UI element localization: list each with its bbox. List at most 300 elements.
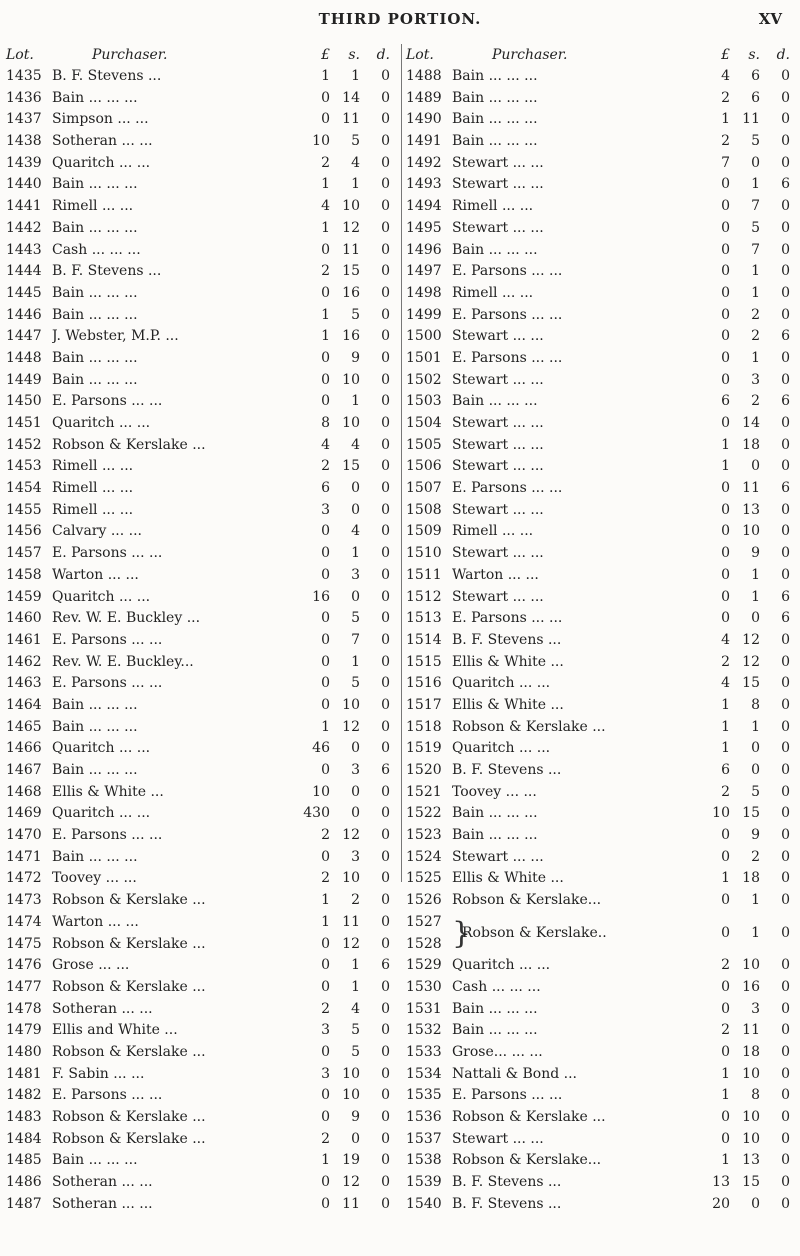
price-pounds: 0 — [721, 219, 730, 236]
price-pounds: 430 — [303, 805, 330, 822]
price-pence: 0 — [381, 198, 390, 215]
price-pence: 0 — [781, 263, 790, 280]
table-row — [406, 608, 798, 630]
price-shillings: 16 — [742, 978, 760, 995]
purchaser: Warton ... ... — [452, 566, 539, 583]
price-pounds: 16 — [312, 588, 330, 605]
price-pounds: 0 — [721, 480, 730, 497]
lot-number: 1465 — [6, 718, 42, 735]
price-pounds: 1 — [321, 176, 330, 193]
price-pounds: 0 — [321, 89, 330, 106]
price-pence: 6 — [381, 762, 390, 778]
lot-number: 1483 — [6, 1109, 42, 1125]
table-row — [406, 587, 798, 609]
lot-number: 1494 — [406, 198, 442, 215]
lot-number: 1476 — [6, 957, 42, 974]
price-pounds: 3 — [321, 501, 330, 518]
table-row — [6, 240, 398, 262]
lot-number: 1438 — [6, 133, 42, 150]
price-pence: 0 — [381, 68, 390, 84]
price-pounds: 0 — [321, 653, 330, 670]
purchaser: Stewart ... ... — [452, 176, 544, 193]
price-pence: 0 — [381, 111, 390, 128]
price-shillings: 1 — [751, 349, 760, 366]
lot-number: 1511 — [406, 566, 442, 583]
purchaser: Quaritch ... ... — [52, 805, 151, 822]
purchaser: Toovey ... ... — [52, 870, 137, 887]
lot-number: 1469 — [6, 805, 42, 822]
lot-number: 1515 — [406, 653, 442, 670]
purchaser: Cash ... ... ... — [52, 241, 141, 258]
lot-number: 1526 — [406, 892, 442, 909]
table-row — [6, 890, 398, 912]
table-row — [406, 174, 798, 196]
purchaser: Robson & Kerslake ... — [52, 1130, 206, 1147]
lot-number: 1442 — [6, 219, 42, 236]
table-row — [6, 196, 398, 218]
price-pence: 0 — [381, 1195, 390, 1212]
lot-number: 1538 — [406, 1152, 442, 1169]
price-shillings: 1 — [751, 566, 760, 583]
table-row — [406, 131, 798, 153]
price-pence: 0 — [781, 762, 790, 778]
lot-header: Lot. — [6, 47, 34, 63]
purchaser: B. F. Stevens ... — [452, 1195, 562, 1212]
lot-number: 1439 — [6, 154, 42, 171]
table-row — [406, 196, 798, 218]
price-pounds: 2 — [721, 89, 730, 106]
price-shillings: 4 — [351, 523, 360, 540]
lot-number: 1525 — [406, 870, 442, 887]
price-pence: 0 — [781, 696, 790, 713]
price-pence: 0 — [381, 978, 390, 995]
purchaser: Bain ... ... ... — [452, 805, 538, 822]
price-shillings: 5 — [351, 133, 360, 150]
price-shillings: 7 — [351, 631, 360, 648]
price-pence: 0 — [781, 1195, 790, 1212]
purchaser: J. Webster, M.P. ... — [52, 328, 179, 345]
price-pounds: 0 — [321, 762, 330, 778]
price-pounds: 1 — [321, 892, 330, 909]
price-shillings: 12 — [342, 935, 360, 952]
table-row — [6, 803, 398, 825]
price-pence: 0 — [781, 1022, 790, 1039]
lot-number: 1451 — [6, 415, 42, 431]
purchaser-header: Purchaser. — [92, 47, 168, 63]
price-shillings: 9 — [351, 1109, 360, 1125]
price-shillings: 12 — [742, 631, 760, 648]
price-shillings: 19 — [342, 1152, 360, 1169]
table-row — [406, 283, 798, 305]
price-shillings: 8 — [751, 696, 760, 713]
price-pence: 0 — [781, 957, 790, 974]
purchaser: B. F. Stevens ... — [452, 1174, 562, 1191]
price-pence: 0 — [781, 631, 790, 648]
price-pounds: 0 — [721, 1109, 730, 1126]
price-pence: 6 — [781, 610, 790, 627]
purchaser: Bain ... ... ... — [52, 696, 138, 713]
price-shillings: 15 — [742, 675, 760, 692]
price-shillings: 18 — [742, 1043, 760, 1060]
lot-number: 1512 — [406, 588, 442, 605]
table-row — [6, 435, 398, 457]
price-shillings: 10 — [342, 415, 360, 431]
price-shillings: 12 — [342, 827, 360, 844]
table-row — [406, 673, 798, 695]
lot-number: 1516 — [406, 675, 442, 692]
lot-number: 1475 — [6, 935, 42, 952]
purchaser: B. F. Stevens ... — [452, 631, 562, 648]
lot-number: 1445 — [6, 284, 42, 301]
lot-number: 1498 — [406, 284, 442, 301]
price-pounds: 0 — [721, 501, 730, 518]
lot-number: 1452 — [6, 436, 42, 453]
table-row — [6, 652, 398, 674]
price-shillings: 8 — [751, 1087, 760, 1104]
purchaser: Stewart ... ... — [452, 371, 544, 388]
purchaser: Warton ... ... — [52, 913, 139, 930]
price-pounds: 2 — [321, 870, 330, 887]
lot-number: 1440 — [6, 176, 42, 193]
purchaser: Quaritch ... ... — [452, 957, 551, 974]
lot-number: 1485 — [6, 1152, 42, 1169]
price-pounds: 2 — [321, 458, 330, 475]
table-row — [6, 912, 398, 934]
price-pence: 0 — [781, 870, 790, 887]
price-pounds: 1 — [721, 1152, 730, 1169]
price-shillings: 2 — [751, 848, 760, 865]
price-pounds: 1 — [321, 1152, 330, 1169]
shillings-header: s. — [748, 47, 760, 63]
purchaser: Bain ... ... ... — [452, 393, 538, 410]
lot-number: 1491 — [406, 133, 442, 150]
price-shillings: 1 — [751, 718, 760, 735]
table-row — [406, 977, 798, 999]
price-pence: 0 — [781, 1152, 790, 1169]
price-shillings: 11 — [342, 111, 360, 128]
lot-number: 1518 — [406, 718, 442, 735]
purchaser: Bain ... ... ... — [52, 89, 138, 106]
purchaser: E. Parsons ... ... — [52, 827, 163, 844]
lot-number: 1473 — [6, 892, 42, 909]
lot-number: 1437 — [6, 111, 42, 128]
table-row — [6, 391, 398, 413]
price-pounds: 0 — [321, 675, 330, 692]
combined-lot-first: 1527 — [406, 913, 442, 930]
table-row — [406, 109, 798, 131]
table-row — [6, 1129, 398, 1151]
price-shillings: 4 — [351, 436, 360, 453]
price-pounds: 7 — [721, 154, 730, 171]
purchaser: Bain ... ... ... — [452, 68, 538, 84]
lot-number: 1456 — [6, 523, 42, 540]
price-pence: 0 — [781, 924, 790, 941]
purchaser: Bain ... ... ... — [52, 371, 138, 388]
price-pounds: 4 — [721, 68, 730, 84]
price-pounds: 0 — [321, 957, 330, 974]
price-pounds: 2 — [721, 133, 730, 150]
pounds-header: £ — [721, 47, 730, 63]
purchaser: Quaritch ... ... — [52, 588, 151, 605]
table-row — [6, 1085, 398, 1107]
price-pounds: 1 — [721, 111, 730, 128]
price-pence: 6 — [381, 957, 390, 974]
purchaser: Bain ... ... ... — [52, 349, 138, 366]
purchaser: F. Sabin ... ... — [52, 1065, 145, 1082]
table-row — [6, 760, 398, 782]
price-pounds: 2 — [721, 653, 730, 670]
lot-number: 1462 — [6, 653, 42, 670]
table-row — [406, 1085, 798, 1107]
table-row — [406, 456, 798, 478]
table-row — [406, 348, 798, 370]
price-pounds: 0 — [321, 1174, 330, 1191]
lot-number: 1520 — [406, 762, 442, 778]
table-row — [406, 1107, 798, 1129]
price-shillings: 2 — [751, 306, 760, 323]
combined-lots — [406, 912, 452, 955]
purchaser: Robson & Kerslake ... — [52, 436, 206, 453]
price-pounds: 6 — [721, 393, 730, 410]
price-shillings: 0 — [351, 1130, 360, 1147]
table-row — [6, 825, 398, 847]
table-row — [6, 370, 398, 392]
table-row — [406, 1020, 798, 1042]
price-pounds: 20 — [712, 1195, 730, 1212]
lot-number: 1448 — [6, 349, 42, 366]
price-pounds: 46 — [312, 740, 330, 757]
table-row — [6, 717, 398, 739]
shillings-header: s. — [348, 47, 360, 63]
purchaser: Stewart ... ... — [452, 154, 544, 171]
table-row — [6, 673, 398, 695]
price-pounds: 1 — [721, 436, 730, 453]
lot-number: 1534 — [406, 1065, 442, 1082]
price-pounds: 13 — [712, 1174, 730, 1191]
table-row — [406, 1150, 798, 1172]
price-pence: 0 — [781, 241, 790, 258]
lot-number: 1509 — [406, 523, 442, 540]
price-pence: 0 — [781, 68, 790, 84]
table-row — [406, 782, 798, 804]
lot-number: 1463 — [6, 675, 42, 692]
price-shillings: 11 — [742, 480, 760, 497]
price-shillings: 16 — [342, 284, 360, 301]
lot-number: 1450 — [6, 393, 42, 410]
table-row — [406, 66, 798, 88]
price-shillings: 4 — [351, 1000, 360, 1017]
lot-number: 1540 — [406, 1195, 442, 1212]
price-pounds: 0 — [721, 371, 730, 388]
purchaser: Bain ... ... ... — [52, 176, 138, 193]
purchaser: Calvary ... ... — [52, 523, 142, 540]
price-pounds: 2 — [321, 827, 330, 844]
price-shillings: 2 — [751, 328, 760, 345]
purchaser: Rimell ... ... — [52, 458, 134, 475]
price-pounds: 0 — [321, 1195, 330, 1212]
purchaser: Grose ... ... — [52, 957, 130, 974]
price-pence: 0 — [781, 1043, 790, 1060]
price-pence: 0 — [781, 1130, 790, 1147]
table-row — [406, 890, 798, 912]
purchaser: Stewart ... ... — [452, 1130, 544, 1147]
price-pounds: 2 — [721, 957, 730, 974]
price-pence: 0 — [781, 415, 790, 431]
table-row — [6, 109, 398, 131]
purchaser: Stewart ... ... — [452, 436, 544, 453]
purchaser: E. Parsons ... ... — [452, 306, 563, 323]
table-row — [406, 1042, 798, 1064]
lot-number: 1510 — [406, 545, 442, 562]
price-shillings: 1 — [751, 588, 760, 605]
right-column — [406, 44, 798, 1215]
price-pounds: 1 — [721, 740, 730, 757]
price-pounds: 1 — [321, 913, 330, 930]
price-shillings: 5 — [351, 306, 360, 323]
price-pounds: 4 — [721, 675, 730, 692]
pounds-header: £ — [321, 47, 330, 63]
purchaser: E. Parsons ... ... — [452, 480, 563, 497]
lot-number: 1517 — [406, 696, 442, 713]
table-row — [406, 695, 798, 717]
price-shillings: 18 — [742, 436, 760, 453]
price-pounds: 0 — [721, 349, 730, 366]
price-shillings: 9 — [751, 545, 760, 562]
price-pounds: 1 — [721, 696, 730, 713]
price-shillings: 0 — [751, 610, 760, 627]
table-row — [6, 999, 398, 1021]
price-shillings: 15 — [342, 458, 360, 475]
price-pounds: 2 — [721, 1022, 730, 1039]
purchaser: Stewart ... ... — [452, 588, 544, 605]
price-pence: 6 — [781, 393, 790, 410]
table-row — [6, 413, 398, 435]
price-pence: 0 — [381, 89, 390, 106]
table-row — [6, 153, 398, 175]
price-shillings: 1 — [351, 653, 360, 670]
lot-number: 1502 — [406, 371, 442, 388]
price-pounds: 1 — [321, 306, 330, 323]
price-pence: 0 — [781, 783, 790, 800]
price-shillings: 6 — [751, 68, 760, 84]
lot-number: 1530 — [406, 978, 442, 995]
combined-lot-second: 1528 — [406, 935, 442, 952]
left-column-header — [6, 44, 398, 66]
price-shillings: 11 — [742, 1022, 760, 1039]
price-pounds: 0 — [321, 631, 330, 648]
purchaser: Quaritch ... ... — [52, 740, 151, 757]
price-pence: 0 — [381, 371, 390, 388]
price-shillings: 3 — [751, 371, 760, 388]
lot-number: 1519 — [406, 740, 442, 757]
table-row — [6, 695, 398, 717]
price-pounds: 0 — [321, 545, 330, 562]
purchaser: E. Parsons ... ... — [452, 610, 563, 627]
table-row — [6, 88, 398, 110]
pence-header: d. — [376, 47, 390, 63]
table-row — [6, 868, 398, 890]
price-pence: 0 — [381, 566, 390, 583]
lot-number: 1487 — [6, 1195, 42, 1212]
price-pence: 0 — [781, 848, 790, 865]
price-pence: 0 — [781, 1000, 790, 1017]
price-shillings: 18 — [742, 870, 760, 887]
table-row — [406, 478, 798, 500]
purchaser: Bain ... ... ... — [452, 241, 538, 258]
price-shillings: 6 — [751, 89, 760, 106]
purchaser: Robson & Kerslake ... — [52, 1109, 206, 1125]
price-shillings: 7 — [751, 198, 760, 215]
table-row — [6, 847, 398, 869]
price-pounds: 0 — [721, 588, 730, 605]
purchaser: Bain ... ... ... — [452, 1022, 538, 1039]
price-pence: 0 — [381, 1130, 390, 1147]
price-shillings: 4 — [351, 154, 360, 171]
price-pence: 0 — [381, 783, 390, 800]
table-row — [406, 868, 798, 890]
price-shillings: 1 — [351, 393, 360, 410]
price-shillings: 16 — [342, 328, 360, 345]
price-pounds: 10 — [712, 805, 730, 822]
purchaser: Stewart ... ... — [452, 328, 544, 345]
purchaser: Toovey ... ... — [452, 783, 537, 800]
table-row — [406, 1194, 798, 1216]
price-shillings: 0 — [751, 458, 760, 475]
price-shillings: 1 — [751, 176, 760, 193]
price-shillings: 1 — [351, 68, 360, 84]
price-pounds: 0 — [321, 1087, 330, 1104]
price-shillings: 1 — [351, 978, 360, 995]
price-pence: 0 — [381, 870, 390, 887]
purchaser: Ellis & White ... — [52, 783, 164, 800]
combined-lot-row — [406, 912, 798, 955]
price-pounds: 4 — [321, 436, 330, 453]
price-shillings: 11 — [342, 241, 360, 258]
table-row — [406, 370, 798, 392]
lot-number: 1505 — [406, 436, 442, 453]
price-pounds: 0 — [321, 393, 330, 410]
page-title: THIRD PORTION. — [318, 10, 482, 28]
lot-number: 1484 — [6, 1130, 42, 1147]
table-row — [406, 521, 798, 543]
price-shillings: 11 — [342, 913, 360, 930]
price-shillings: 5 — [351, 1022, 360, 1039]
table-row — [406, 630, 798, 652]
price-pounds: 10 — [312, 133, 330, 150]
lot-number: 1444 — [6, 263, 42, 280]
purchaser: Sotheran ... ... — [52, 1195, 153, 1212]
price-pence: 0 — [781, 436, 790, 453]
purchaser: Bain ... ... ... — [52, 284, 138, 301]
lot-number: 1480 — [6, 1043, 42, 1060]
price-shillings: 0 — [751, 1195, 760, 1212]
lot-number: 1497 — [406, 263, 442, 280]
table-row — [6, 478, 398, 500]
lot-number: 1447 — [6, 328, 42, 345]
lot-number: 1536 — [406, 1109, 442, 1126]
lot-number: 1468 — [6, 783, 42, 800]
table-row — [406, 847, 798, 869]
price-pence: 0 — [381, 1174, 390, 1191]
table-row — [406, 305, 798, 327]
price-pence: 0 — [781, 718, 790, 735]
purchaser: Stewart ... ... — [452, 848, 544, 865]
price-pence: 0 — [381, 1087, 390, 1104]
lot-number: 1507 — [406, 480, 442, 497]
lot-number: 1454 — [6, 480, 42, 497]
lot-number: 1470 — [6, 827, 42, 844]
table-row — [406, 261, 798, 283]
